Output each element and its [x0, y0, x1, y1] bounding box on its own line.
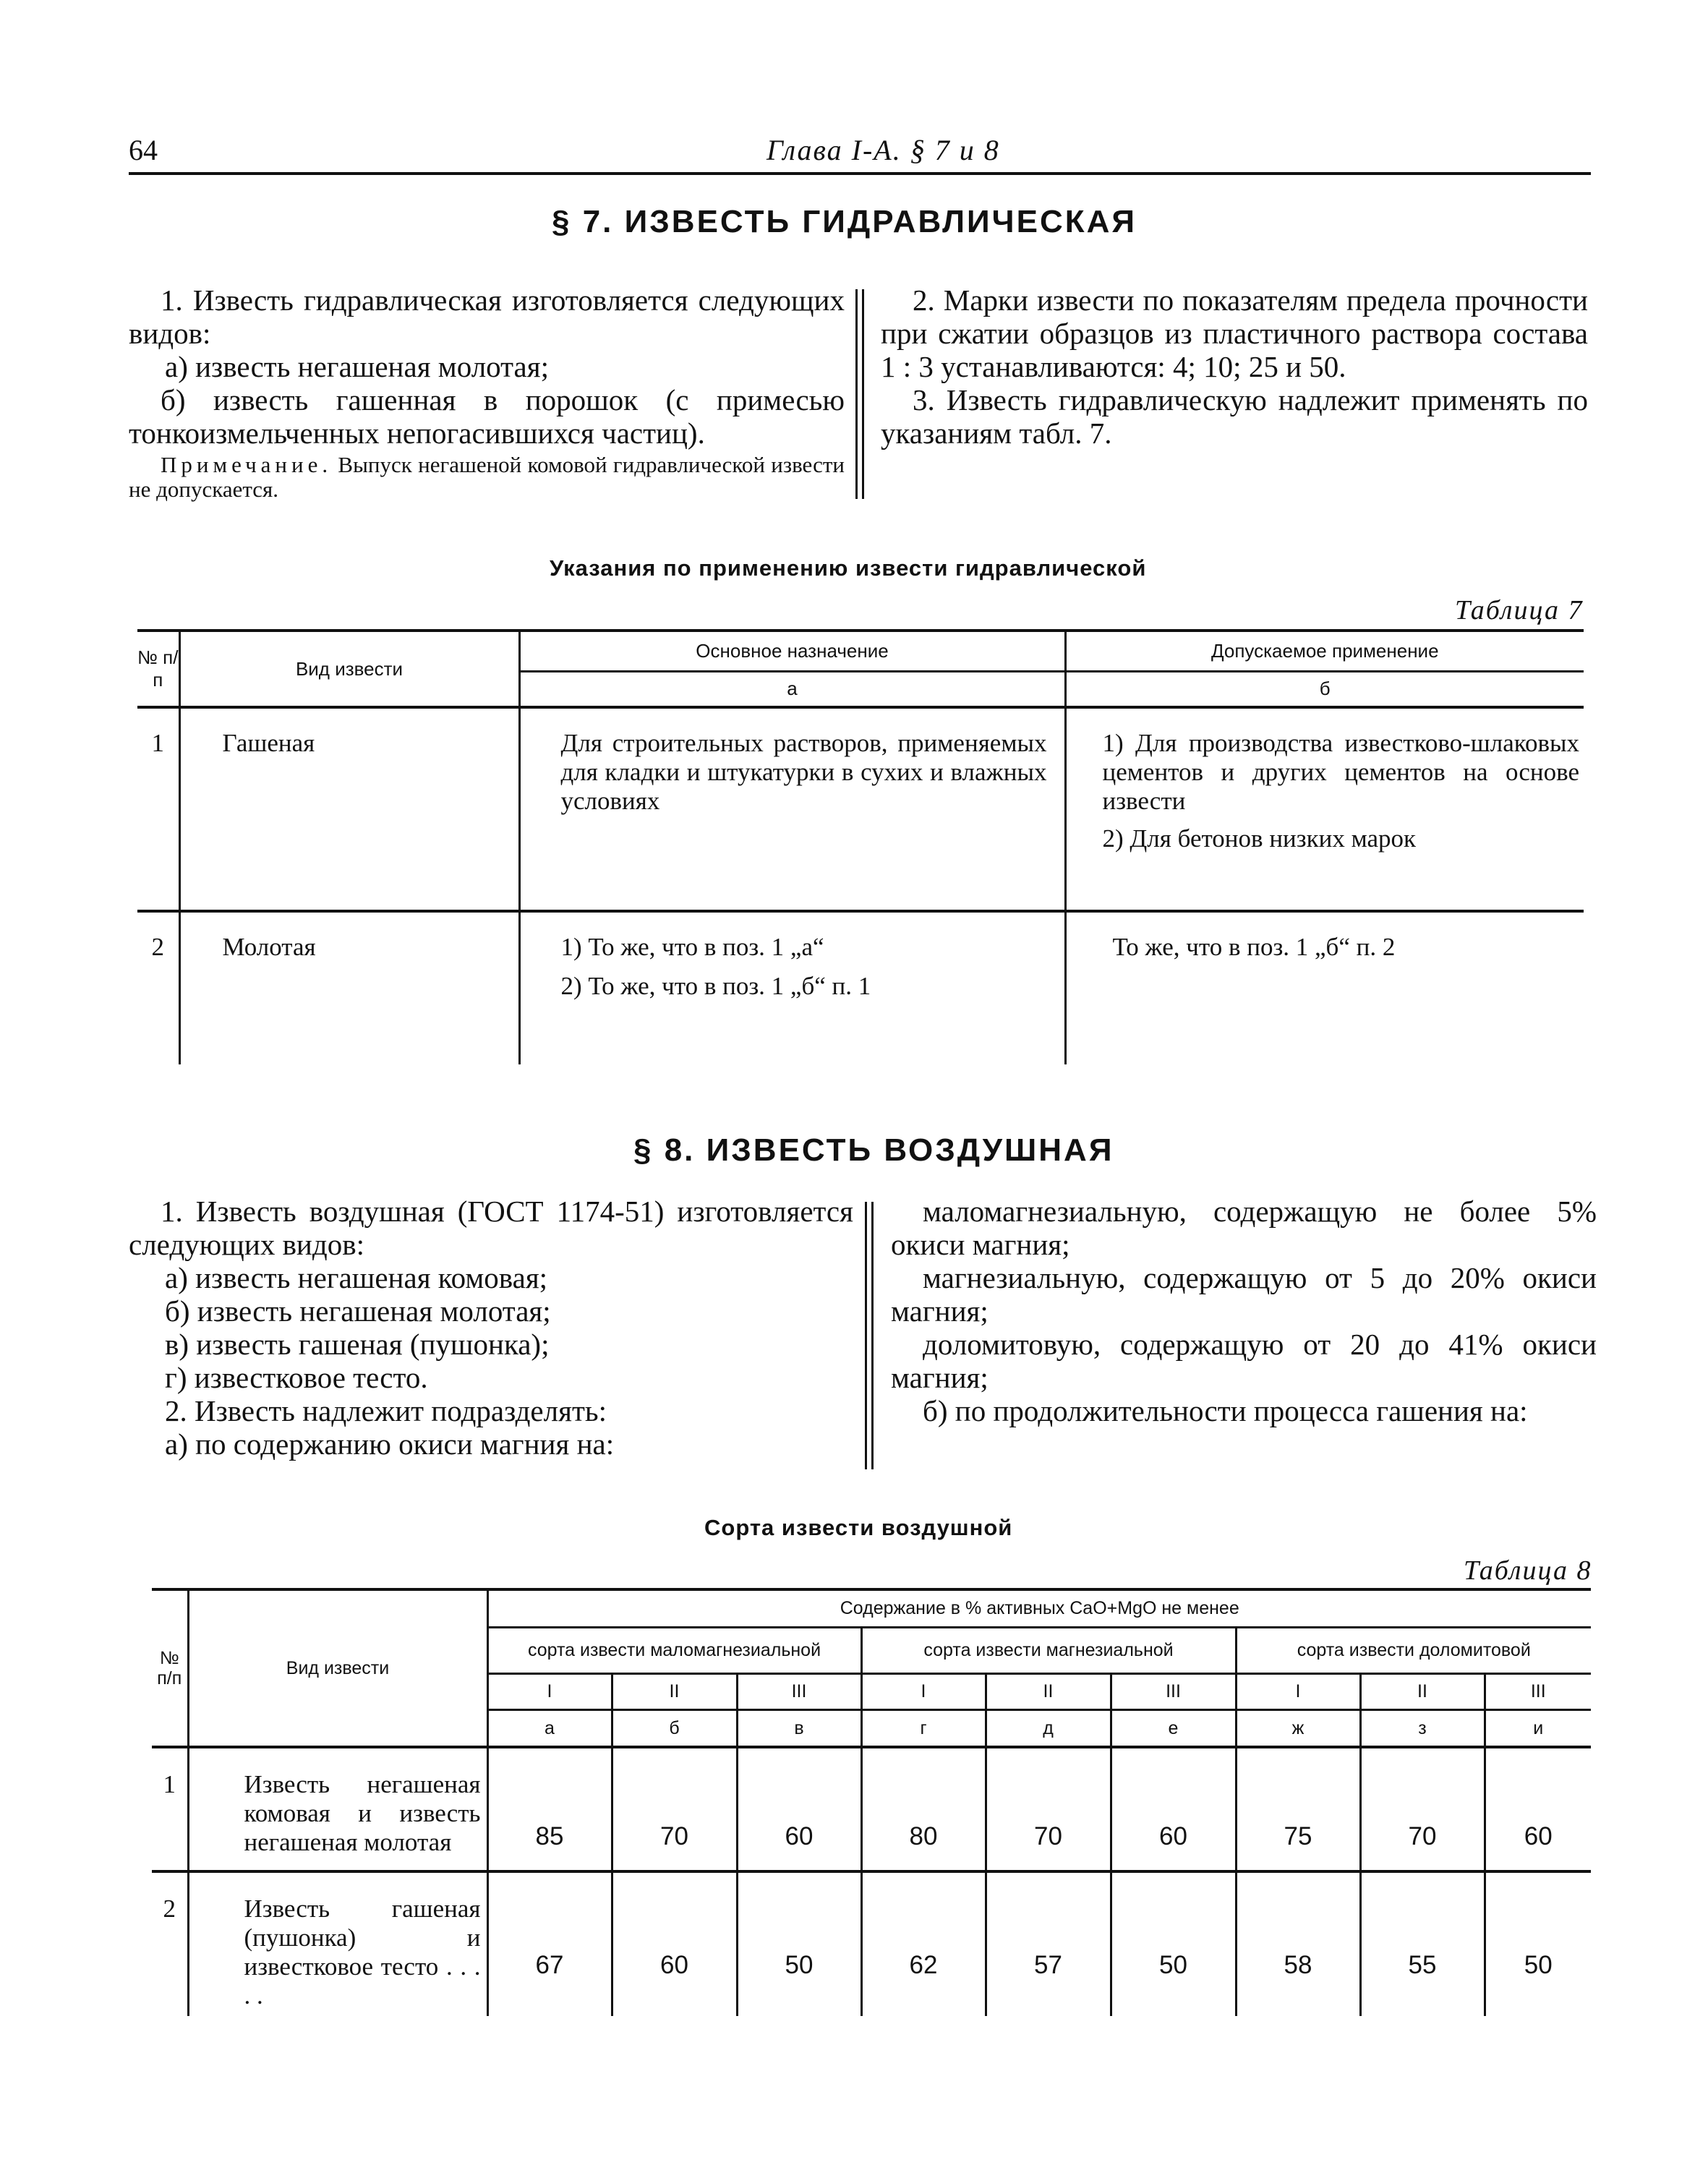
t8-row-1-value-v: 60: [737, 1747, 861, 1871]
t8-letter-1: а: [487, 1709, 612, 1747]
section-7-left-column: [129, 283, 845, 502]
column-divider-2: [862, 289, 864, 499]
t8-header-group-2: сорта извести магнезиальной: [861, 1627, 1236, 1673]
t8-row-2-value-d: 57: [986, 1871, 1111, 2016]
t8-row-1-value-zh: 75: [1236, 1747, 1360, 1871]
t8-header-content: Содержание в % активных CaO+MgO не менее: [487, 1589, 1591, 1627]
t7-header-main-letter: а: [519, 671, 1065, 707]
t7-row-1-allowed-2: 2) Для бетонов низких марок: [1102, 824, 1417, 853]
t7-row-2-main-1: 1) То же, что в поз. 1 „а“: [560, 933, 824, 961]
section-7-title: § 7. ИЗВЕСТЬ ГИДРАВЛИЧЕСКАЯ: [552, 204, 1137, 239]
t8-row-2-value-v: 50: [737, 1871, 861, 2016]
t8-row-1-num: 1: [152, 1747, 188, 1871]
section-7-item-b: б) известь гашенная в порошок (с примесью тонкоизмельченных непогасившихся частиц).: [129, 383, 845, 450]
t8-row-1-value-e: 60: [1111, 1747, 1236, 1871]
t7-row-1: [137, 707, 1584, 911]
t8-letter-9: и: [1485, 1709, 1591, 1747]
t8-grade-7: I: [1236, 1673, 1360, 1709]
section-8-left-column: [129, 1195, 853, 1461]
t8-row-1-value-a: 85: [487, 1747, 612, 1871]
t8-row-2-num: 2: [152, 1871, 188, 2016]
t8-row-1-kind: Известь негашеная комовая и известь негашеная молотая: [188, 1747, 487, 1871]
column-divider-3: [865, 1202, 867, 1469]
section-8-right-4: б) по продолжительности процесса гашения на:: [923, 1394, 1528, 1427]
t7-row-1-allowed: [1065, 707, 1584, 911]
t8-letter-6: е: [1111, 1709, 1236, 1747]
t7-header-allowed-letter: б: [1065, 671, 1584, 707]
t8-row-1: [152, 1747, 1591, 1871]
t8-row-2-value-g: 62: [861, 1871, 986, 2016]
t8-row-1-value-g: 80: [861, 1747, 986, 1871]
section-8-paragraph-2: 2. Известь надлежит подразделять:: [165, 1394, 607, 1427]
t8-letter-5: д: [986, 1709, 1111, 1747]
t7-row-1-kind: Гашеная: [179, 707, 519, 911]
t8-header-num: № п/п: [157, 1648, 182, 1688]
t8-grade-2: II: [612, 1673, 737, 1709]
section-8-right-column: [891, 1195, 1597, 1427]
section-8-item-b: б) известь негашеная молотая;: [165, 1294, 551, 1328]
t7-row-2-num: 2: [137, 911, 179, 1064]
table-7: [137, 629, 1584, 1064]
section-7-note: [129, 453, 845, 502]
t7-header-allowed: Допускаемое применение: [1065, 631, 1584, 671]
note-text: Выпуск негашеной комовой гидравлической извести не допускается.: [129, 452, 845, 502]
section-8-item-g: г) известковое тесто.: [165, 1361, 428, 1394]
section-7-paragraph-2: 2. Марки извести по показателям предела прочности при сжатии образцов из пластичного раствора состава 1 : 3 устанавливаются: 4; 10; 25 и 50.: [881, 283, 1588, 383]
t8-grade-8: II: [1360, 1673, 1485, 1709]
t8-row-1-value-b: 70: [612, 1747, 737, 1871]
t7-row-1-main: Для строительных растворов, применяемых для кладки и штукатурки в сухих и влажных условиях: [519, 707, 1065, 911]
running-head: Глава I-А. § 7 и 8: [767, 134, 1000, 166]
header-rule: [129, 172, 1591, 175]
t8-grade-9: III: [1485, 1673, 1591, 1709]
t8-letter-8: з: [1360, 1709, 1485, 1747]
t7-row-1-num: 1: [137, 707, 179, 911]
t7-header-main: Основное назначение: [519, 631, 1065, 671]
t8-row-1-value-i: 60: [1485, 1747, 1591, 1871]
section-8-right-3: доломитовую, содержащую от 20 до 41% окиси магния;: [891, 1328, 1597, 1394]
t8-grade-4: I: [861, 1673, 986, 1709]
t8-row-2-value-b: 60: [612, 1871, 737, 2016]
table-7-label: Таблица 7: [1455, 595, 1584, 625]
t7-row-2: [137, 911, 1584, 1064]
t8-row-2-kind: Известь гашеная (пушонка) и известковое тесто . . . . .: [188, 1871, 487, 2016]
t8-grade-1: I: [487, 1673, 612, 1709]
t8-row-1-value-z: 70: [1360, 1747, 1485, 1871]
t8-row-2-value-e: 50: [1111, 1871, 1236, 2016]
section-7-paragraph-1: 1. Известь гидравлическая изготовляется следующих видов:: [129, 283, 845, 350]
table-7-caption: Указания по применению извести гидравлической: [550, 555, 1147, 581]
section-8-item-a: а) известь негашеная комовая;: [165, 1261, 548, 1294]
t7-row-2-main-2: 2) То же, что в поз. 1 „б“ п. 1: [560, 972, 871, 1000]
t8-grade-3: III: [737, 1673, 861, 1709]
column-divider-1: [855, 289, 858, 499]
t7-row-2-kind: Молотая: [179, 911, 519, 1064]
t8-grade-6: III: [1111, 1673, 1236, 1709]
column-divider-4: [871, 1202, 874, 1469]
section-8-right-2: магнезиальную, содержащую от 5 до 20% окиси магния;: [891, 1261, 1597, 1328]
t7-row-1-allowed-1: 1) Для производства известково-шлаковых цементов и других цементов на основе извести: [1102, 729, 1579, 815]
t8-row-2-value-zh: 58: [1236, 1871, 1360, 2016]
section-8-paragraph-1: 1. Известь воздушная (ГОСТ 1174-51) изготовляется следующих видов:: [129, 1195, 853, 1261]
t8-row-2-value-a: 67: [487, 1871, 612, 2016]
t7-row-2-main: [519, 911, 1065, 1064]
t7-row-2-allowed: То же, что в поз. 1 „б“ п. 2: [1065, 911, 1584, 1064]
section-8-item-a2: а) по содержанию окиси магния на:: [165, 1427, 615, 1461]
note-label: Примечание.: [161, 452, 333, 477]
section-8-right-1: маломагнезиальную, содержащую не более 5% окиси магния;: [891, 1195, 1597, 1261]
t8-header-kind: Вид извести: [188, 1589, 487, 1747]
t8-row-2-value-z: 55: [1360, 1871, 1485, 2016]
t8-header-group-3: сорта извести доломитовой: [1236, 1627, 1591, 1673]
t7-header-kind: Вид извести: [179, 631, 519, 707]
t8-header-group-1: сорта извести маломагнезиальной: [487, 1627, 861, 1673]
table-8-caption: Сорта извести воздушной: [704, 1515, 1013, 1540]
t8-letter-7: ж: [1236, 1709, 1360, 1747]
t7-header-num: № п/п: [137, 646, 179, 691]
table-8: [152, 1588, 1591, 2016]
section-8-item-v: в) известь гашеная (пушонка);: [165, 1328, 550, 1361]
section-7-paragraph-3: 3. Известь гидравлическую надлежит применять по указаниям табл. 7.: [881, 383, 1588, 450]
t8-letter-4: г: [861, 1709, 986, 1747]
t8-letter-2: б: [612, 1709, 737, 1747]
table-8-label: Таблица 8: [1464, 1555, 1592, 1586]
section-7-item-a: а) известь негашеная молотая;: [165, 350, 549, 383]
t8-row-2: [152, 1871, 1591, 2016]
t8-row-1-value-d: 70: [986, 1747, 1111, 1871]
t8-letter-3: в: [737, 1709, 861, 1747]
page-number: 64: [129, 134, 158, 166]
section-7-right-column: [881, 283, 1588, 450]
t8-row-2-value-i: 50: [1485, 1871, 1591, 2016]
section-8-title: § 8. ИЗВЕСТЬ ВОЗДУШНАЯ: [633, 1132, 1114, 1168]
t8-grade-5: II: [986, 1673, 1111, 1709]
